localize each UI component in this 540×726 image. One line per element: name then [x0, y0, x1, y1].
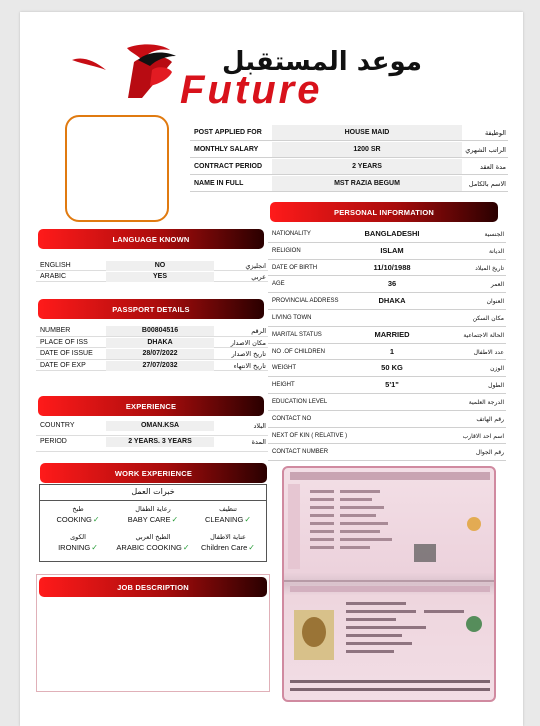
personal-row	[268, 394, 506, 411]
personal-label: NEXT OF KIN ( RELATIVE )	[272, 432, 348, 439]
personal-arabic-label: الوزن	[490, 365, 504, 373]
checkmark-icon: ✓	[248, 543, 255, 552]
personal-value: MARRIED	[374, 329, 410, 339]
cv-page	[20, 12, 523, 726]
experience-table	[36, 420, 268, 454]
personal-label: AGE	[272, 281, 285, 288]
language-row	[36, 271, 268, 282]
personal-label: RELIGION	[272, 247, 301, 254]
skill-arabic-label: عناية الاطفال	[210, 533, 246, 541]
personal-row	[268, 444, 506, 461]
skill-item	[115, 533, 191, 559]
personal-value: 50 KG	[381, 363, 403, 373]
job-description-header: JOB DESCRIPTION	[39, 577, 267, 597]
personal-arabic-label: اسم احد الاقارب	[462, 432, 504, 440]
job-arabic-label: الراتب الشهري	[465, 146, 506, 154]
skill-name: CLEANING	[204, 515, 244, 524]
skill-name: COOKING	[56, 515, 92, 524]
photo-frame	[65, 115, 169, 222]
personal-label: NO .OF CHILDREN	[272, 348, 326, 355]
personal-row	[268, 327, 506, 344]
personal-row	[268, 411, 506, 428]
personal-arabic-label: الديانة	[488, 247, 504, 255]
job-label: POST APPLIED FOR	[194, 129, 262, 136]
skill-label	[190, 542, 266, 553]
personal-value: 1	[389, 346, 395, 356]
passport-label: DATE OF EXP	[40, 361, 86, 369]
skill-arabic-label: الكوى	[70, 533, 86, 541]
skill-label	[115, 514, 191, 525]
passport-header: PASSPORT DETAILS	[38, 299, 264, 319]
language-header: LANGUAGE KNOWN	[38, 229, 264, 249]
job-row	[190, 175, 508, 192]
experience-label: COUNTRY	[40, 422, 75, 429]
personal-arabic-label: الجنسية	[484, 231, 504, 238]
personal-arabic-label: العنوان	[486, 298, 504, 306]
passport-label: NUMBER	[40, 327, 71, 334]
language-row	[36, 260, 268, 271]
personal-arabic-label: مكان السكن	[472, 315, 504, 322]
passport-table	[36, 325, 268, 373]
work-experience-subtitle: خبرات العمل	[131, 487, 175, 496]
language-arabic-label: انجليزي	[245, 262, 266, 270]
personal-arabic-label: العمر	[490, 281, 504, 289]
skill-name: Children Care	[201, 543, 248, 552]
personal-arabic-label: الدرجة العلمية	[468, 399, 504, 406]
language-value: NO	[106, 261, 214, 271]
personal-label: PROVINCIAL ADDRESS	[272, 298, 339, 305]
job-label: CONTRACT PERIOD	[194, 163, 263, 170]
passport-arabic-label: مكان الاصدار	[230, 338, 266, 347]
skill-item	[190, 533, 266, 559]
work-experience-header: WORK EXPERIENCE	[40, 463, 267, 483]
job-row	[190, 124, 508, 141]
personal-label: WEIGHT	[272, 365, 296, 372]
skill-name: BABY CARE	[127, 515, 171, 524]
passport-label: DATE OF ISSUE	[40, 350, 93, 357]
personal-row	[268, 276, 506, 293]
language-label: ARABIC	[40, 273, 67, 280]
personal-row	[268, 310, 506, 327]
personal-row	[268, 243, 506, 260]
job-summary-table	[190, 124, 508, 194]
personal-row	[268, 293, 506, 310]
job-arabic-label: مدة العقد	[480, 163, 506, 171]
personal-label: NATIONALITY	[272, 231, 311, 237]
personal-label: LIVING TOWN	[272, 315, 312, 321]
personal-info-header: PERSONAL INFORMATION	[270, 202, 498, 222]
skill-name: IRONING	[58, 543, 91, 552]
personal-arabic-label: تاريخ الميلاد	[475, 264, 504, 272]
job-value: MST RAZIA BEGUM	[272, 176, 462, 191]
logo-arabic-text: موعد المستقبل	[222, 47, 422, 77]
passport-arabic-label: تاريخ الانتهاء	[233, 361, 266, 370]
passport-row	[36, 348, 268, 360]
experience-arabic-label: البلاد	[253, 422, 266, 430]
checkmark-icon: ✓	[171, 515, 179, 524]
personal-arabic-label: رقم الجوال	[475, 449, 504, 457]
job-row	[190, 141, 508, 158]
work-experience-box	[39, 484, 267, 562]
passport-arabic-label: تاريخ الاصدار	[231, 350, 266, 358]
skill-name: ARABIC COOKING	[116, 543, 182, 552]
personal-arabic-label: الحالة الاجتماعية	[463, 331, 504, 339]
personal-label: CONTACT NO	[272, 415, 312, 422]
passport-scan-image	[282, 466, 496, 702]
passport-row	[36, 325, 268, 337]
experience-arabic-label: المدة	[251, 438, 266, 446]
job-label: NAME IN FULL	[194, 180, 244, 187]
personal-row	[268, 377, 506, 394]
skill-item	[40, 505, 116, 531]
language-arabic-label: عربي	[251, 273, 266, 281]
experience-value: OMAN.KSA	[106, 421, 214, 431]
language-label: ENGLISH	[40, 262, 71, 269]
checkmark-icon: ✓	[244, 515, 252, 524]
job-arabic-label: الوظيفة	[484, 129, 506, 137]
personal-row	[268, 360, 506, 377]
experience-label: PERIOD	[40, 438, 67, 445]
personal-value: 5'1"	[385, 380, 399, 390]
personal-row	[268, 226, 506, 243]
skill-arabic-label: رعاية الطفال	[135, 505, 171, 513]
logo-latin-text: Future	[180, 68, 323, 112]
skill-item	[40, 533, 116, 559]
personal-value: ISLAM	[380, 245, 404, 255]
personal-arabic-label: رقم الهاتف	[476, 415, 504, 423]
skill-label	[40, 514, 116, 525]
checkmark-icon: ✓	[92, 515, 100, 524]
passport-arabic-label: الرقم	[251, 327, 266, 335]
personal-label: MARITAL STATUS	[272, 331, 322, 338]
personal-arabic-label: الطول	[488, 382, 504, 390]
skill-label	[115, 542, 191, 553]
passport-value: 28/07/2022	[106, 349, 214, 359]
passport-row	[36, 337, 268, 349]
language-value: YES	[106, 272, 214, 282]
personal-info-table	[268, 226, 506, 466]
personal-value: DHAKA	[378, 296, 406, 306]
language-table	[36, 260, 268, 284]
checkmark-icon: ✓	[182, 543, 190, 552]
checkmark-icon: ✓	[91, 543, 98, 552]
experience-value: 2 YEARS. 3 YEARS	[106, 437, 214, 447]
personal-row	[268, 428, 506, 445]
passport-value: B00804516	[106, 326, 214, 336]
personal-row	[268, 344, 506, 361]
job-row	[190, 158, 508, 175]
passport-value: DHAKA	[106, 338, 214, 348]
skill-label	[190, 514, 266, 525]
personal-label: HEIGHT	[272, 382, 295, 389]
passport-value: 27/07/2032	[106, 361, 214, 371]
personal-value: 11/10/1988	[373, 262, 411, 272]
passport-scan-graphic	[284, 468, 496, 702]
skill-arabic-label: تنظيف	[219, 505, 237, 513]
job-label: MONTHLY SALARY	[194, 146, 259, 153]
skill-item	[115, 505, 191, 531]
skill-item	[190, 505, 266, 531]
skill-label	[40, 542, 116, 553]
experience-row	[36, 436, 268, 452]
job-description-box	[36, 574, 270, 692]
experience-header: EXPERIENCE	[38, 396, 264, 416]
personal-arabic-label: عدد الاطفال	[473, 348, 504, 356]
personal-row	[268, 260, 506, 277]
personal-label: EDUCATION LEVEL	[272, 399, 328, 405]
experience-row	[36, 420, 268, 436]
personal-label: CONTACT NUMBER	[272, 449, 329, 456]
skill-arabic-label: الطبخ العربي	[135, 533, 171, 541]
job-value: 1200 SR	[272, 142, 462, 157]
job-arabic-label: الاسم بالكامل	[468, 180, 506, 188]
job-value: 2 YEARS	[272, 159, 462, 174]
company-logo	[72, 40, 442, 110]
personal-label: DATE OF BIRTH	[272, 264, 318, 271]
personal-value: 36	[387, 279, 397, 289]
passport-row	[36, 360, 268, 372]
personal-value: BANGLADESHI	[364, 229, 420, 238]
job-value: HOUSE MAID	[272, 125, 462, 140]
skill-arabic-label: طبخ	[72, 505, 84, 513]
passport-label: PLACE OF ISS	[40, 338, 88, 346]
